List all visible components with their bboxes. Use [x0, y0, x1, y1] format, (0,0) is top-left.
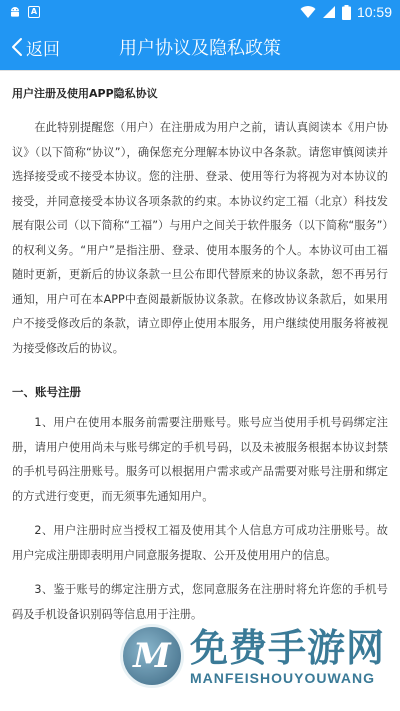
document-paragraph: 3、鉴于账号的绑定注册方式，您同意服务在注册时将允许您的手机号码及手机设备识别码等信息用于注册。: [12, 583, 388, 621]
wifi-icon: [300, 5, 316, 19]
a-box-icon: A: [28, 6, 40, 18]
status-right-icons: [300, 4, 392, 20]
status-bar: [0, 0, 400, 24]
document-paragraph: 1、用户在使用本服务前需要注册账号。账号应当使用手机号码绑定注册，请用户使用尚未与账号绑定的手机号码，以及未被服务根据本协议封禁的手机号码注册账号。服务可以根据用户需求或产品需要对账号注册和绑定的方式进行变更，而无须事先通知用户。: [12, 416, 388, 503]
watermark-en: MANFEISHOUYOUWANG: [190, 670, 375, 686]
section-heading: 一、账号注册: [12, 385, 81, 399]
battery-icon: [342, 5, 351, 20]
back-label: 返回: [26, 39, 60, 60]
watermark-text: [190, 626, 385, 686]
status-time: 10:59: [356, 4, 392, 20]
chevron-left-icon: [10, 37, 24, 57]
document-title: 用户注册及使用APP隐私协议: [12, 87, 158, 100]
back-button[interactable]: [10, 24, 60, 70]
page-title: 用户协议及隐私政策: [119, 38, 281, 59]
document-paragraph: 2、用户注册时应当授权工福及使用其个人信息方可成功注册账号。故用户完成注册即表明用户同意服务提取、公开及使用用户的信息。: [12, 524, 388, 562]
watermark-cn: 免费手游网: [190, 626, 386, 670]
status-left-icons: [8, 5, 40, 19]
watermark-logo-icon: M: [120, 624, 184, 688]
app-bar: [0, 24, 400, 70]
signal-icon: [322, 5, 336, 19]
android-icon: [8, 5, 22, 19]
document-paragraph: 在此特别提醒您（用户）在注册成为用户之前，请认真阅读本《用户协议》（以下简称“协议”），确保您充分理解本协议中各条款。请您审慎阅读并选择接受或不接受本协议。您的注册、登录、使用等行为将视为对本协议的接受，并同意接受本协议各项条款的约束。本协议约定工福（北京）科技发展有限公司（以下简称“工福”）与用户之间关于软件服务（以下简称“服务”）的权利义务。“用户”是指注册、登录、使用本服务的个人。本协议可由工福随时更新，更新后的协议条款一旦公布即代替原来的协议条款，恕不再另行通知，用户可在本APP中查阅最新版协议条款。在修改协议条款后，如果用户不接受修改后的条款，请立即停止使用本服务，用户继续使用服务将被视为接受修改后的协议。: [12, 121, 388, 355]
site-watermark: [120, 608, 400, 704]
